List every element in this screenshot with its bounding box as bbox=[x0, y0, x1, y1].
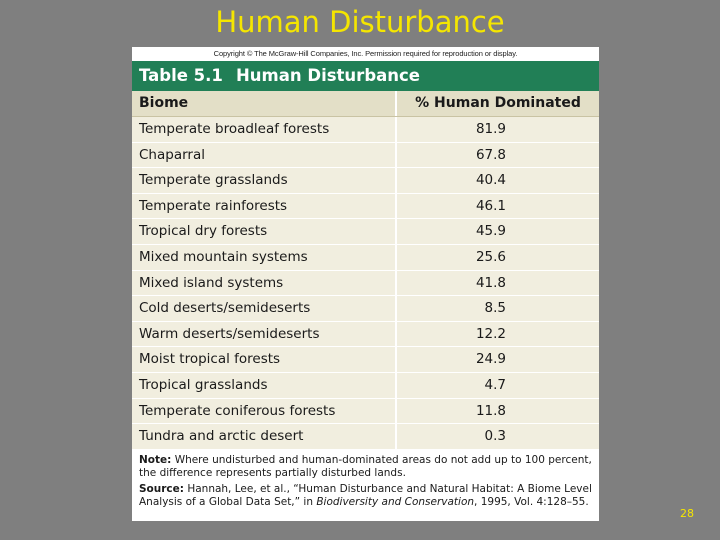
table-row bbox=[132, 373, 599, 399]
biome-cell: Chaparral bbox=[132, 143, 397, 168]
biome-cell: Temperate grasslands bbox=[132, 168, 397, 193]
biome-cell: Temperate broadleaf forests bbox=[132, 117, 397, 142]
biome-cell: Tropical dry forests bbox=[132, 219, 397, 244]
percent-cell: 8.5 bbox=[484, 300, 506, 317]
percent-cell: 0.3 bbox=[484, 428, 506, 445]
note bbox=[139, 454, 593, 480]
table-row bbox=[132, 194, 599, 220]
percent-cell: 24.9 bbox=[475, 351, 506, 368]
table-body bbox=[132, 117, 599, 450]
table-header bbox=[132, 91, 599, 117]
table-panel bbox=[132, 47, 599, 521]
table-notes bbox=[132, 450, 599, 509]
table-row bbox=[132, 296, 599, 322]
percent-cell: 81.9 bbox=[475, 121, 506, 137]
slide-title: Human Disturbance bbox=[215, 5, 505, 39]
table-row bbox=[132, 347, 599, 373]
header-percent: % Human Dominated bbox=[415, 95, 581, 111]
table-caption bbox=[132, 61, 599, 91]
table-number: Table 5.1 bbox=[139, 66, 223, 85]
biome-cell: Mixed island systems bbox=[132, 271, 397, 296]
source-text-end: , 1995, Vol. 4:128–55. bbox=[474, 495, 589, 508]
percent-cell: 41.8 bbox=[475, 274, 506, 291]
table-title: Human Disturbance bbox=[236, 66, 420, 85]
note-text: Where undisturbed and human-dominated areas do not add up to 100 percent, the difference represents partially disturbed lands. bbox=[139, 453, 592, 479]
percent-cell: 25.6 bbox=[475, 248, 506, 265]
biome-cell: Temperate rainforests bbox=[132, 194, 397, 219]
percent-cell: 67.8 bbox=[475, 146, 506, 163]
biome-cell: Temperate coniferous forests bbox=[132, 399, 397, 424]
percent-cell: 11.8 bbox=[475, 402, 506, 419]
source bbox=[139, 483, 593, 509]
table-row bbox=[132, 117, 599, 143]
percent-cell: 45.9 bbox=[475, 223, 506, 240]
table-row bbox=[132, 322, 599, 348]
page-number: 28 bbox=[680, 507, 694, 520]
percent-cell: 40.4 bbox=[475, 172, 506, 189]
table-row bbox=[132, 219, 599, 245]
note-label: Note: bbox=[139, 453, 172, 466]
copyright-notice: Copyright © The McGraw-Hill Companies, Inc. Permission required for reproduction or display. bbox=[213, 49, 518, 58]
table-row bbox=[132, 245, 599, 271]
source-label: Source: bbox=[139, 482, 184, 495]
percent-cell: 12.2 bbox=[475, 325, 506, 342]
biome-cell: Cold deserts/semideserts bbox=[132, 296, 397, 321]
biome-cell: Tropical grasslands bbox=[132, 373, 397, 398]
percent-cell: 4.7 bbox=[484, 376, 506, 393]
biome-cell: Warm deserts/semideserts bbox=[132, 322, 397, 347]
biome-cell: Moist tropical forests bbox=[132, 347, 397, 372]
biome-cell: Mixed mountain systems bbox=[132, 245, 397, 270]
biome-cell: Tundra and arctic desert bbox=[132, 424, 397, 449]
source-text: Hannah, Lee, et al., “Human Disturbance and Natural Habitat: A Biome Level Analysis of a Global Data Set,” in bbox=[139, 482, 592, 508]
table-row bbox=[132, 143, 599, 169]
table-row bbox=[132, 424, 599, 450]
table-row bbox=[132, 271, 599, 297]
table-row bbox=[132, 399, 599, 425]
table-row bbox=[132, 168, 599, 194]
percent-cell: 46.1 bbox=[475, 197, 506, 214]
source-journal: Biodiversity and Conservation bbox=[316, 495, 475, 508]
header-biome: Biome bbox=[132, 91, 397, 116]
